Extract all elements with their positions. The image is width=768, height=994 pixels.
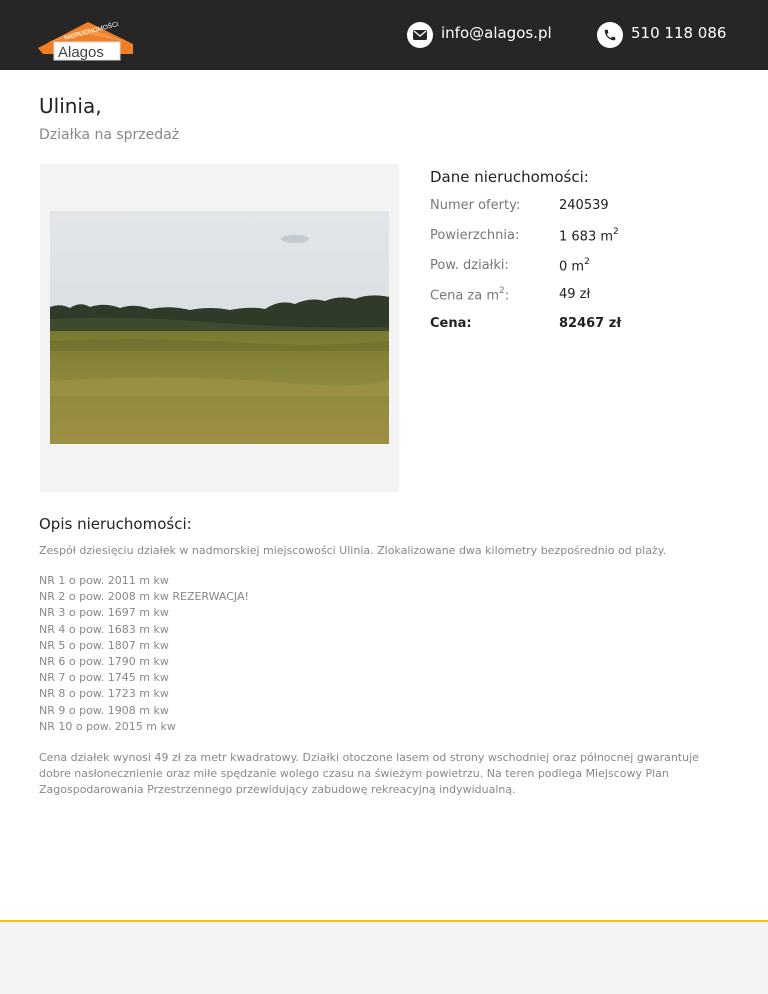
description-intro: Zespół dziesięciu działek w nadmorskiej miejscowości Ulinia. Zlokalizowane dwa kilometry bezpośrednio od plaży. [39, 544, 667, 557]
details-heading: Dane nieruchomości: [430, 168, 589, 186]
detail-value: 49 zł [559, 287, 591, 302]
field-image [50, 211, 389, 444]
list-item: NR 9 o pow. 1908 m kw [39, 703, 169, 717]
detail-label-suffix: : [504, 288, 510, 304]
detail-value-number: 0 m [559, 259, 585, 275]
list-item: NR 7 o pow. 1745 m kw [39, 671, 169, 685]
detail-label-text: Cena za m [430, 288, 499, 304]
description-heading: Opis nieruchomości: [39, 515, 192, 533]
email-contact[interactable] [407, 24, 552, 48]
logo-text: Alagos [58, 44, 104, 61]
property-photo[interactable] [50, 211, 389, 444]
list-item: NR 10 o pow. 2015 m kw [39, 719, 176, 733]
detail-value-number: 1 683 m [559, 229, 614, 245]
listing-title: Ulinia, [39, 94, 102, 118]
site-header [0, 0, 768, 70]
superscript: 2 [584, 257, 590, 267]
envelope-icon [407, 22, 433, 48]
list-item: NR 3 o pow. 1697 m kw [39, 606, 169, 620]
plot-list [39, 573, 249, 735]
detail-label [430, 287, 509, 303]
detail-value [559, 228, 619, 244]
detail-value: 82467 zł [559, 316, 622, 331]
detail-label: Cena: [430, 316, 472, 331]
description-body: Cena działek wynosi 49 zł za metr kwadratowy. Działki otoczone lasem od strony wschodniej oraz północnej gwarantuje dobre nasłonecznienie oraz miłe spędzanie wolego czasu na świeżym powietrzu. Na teren podlega Miejscowy Plan Zagospodarowania Przestrzennego przewidujący zabudowę rekreacyjną indywidualną. [39, 751, 699, 797]
list-item: NR 1 o pow. 2011 m kw [39, 574, 169, 587]
list-item: NR 8 o pow. 1723 m kw [39, 687, 169, 701]
list-item: NR 2 o pow. 2008 m kw REZERWACJA! [39, 590, 249, 604]
page-footer [0, 922, 768, 994]
detail-label: Numer oferty: [430, 198, 521, 213]
list-item: NR 6 o pow. 1790 m kw [39, 655, 169, 669]
superscript: 2 [613, 227, 619, 237]
phone-link[interactable]: 510 118 086 [631, 24, 727, 42]
phone-contact[interactable] [597, 24, 726, 48]
detail-label: Powierzchnia: [430, 228, 520, 243]
detail-value: 240539 [559, 198, 609, 213]
company-logo[interactable] [38, 14, 138, 64]
detail-value [559, 258, 590, 274]
list-item: NR 5 o pow. 1807 m kw [39, 638, 169, 652]
superscript: 2 [499, 286, 505, 296]
detail-label: Pow. działki: [430, 258, 509, 273]
email-link[interactable]: info@alagos.pl [441, 24, 552, 42]
logo-small-text: NIERUCHOMOŚCI [63, 20, 120, 43]
photo-frame [40, 164, 399, 492]
list-item: NR 4 o pow. 1683 m kw [39, 622, 169, 636]
logo-graphic [38, 14, 138, 64]
listing-subtitle: Działka na sprzedaż [39, 127, 180, 143]
phone-icon [597, 22, 623, 48]
